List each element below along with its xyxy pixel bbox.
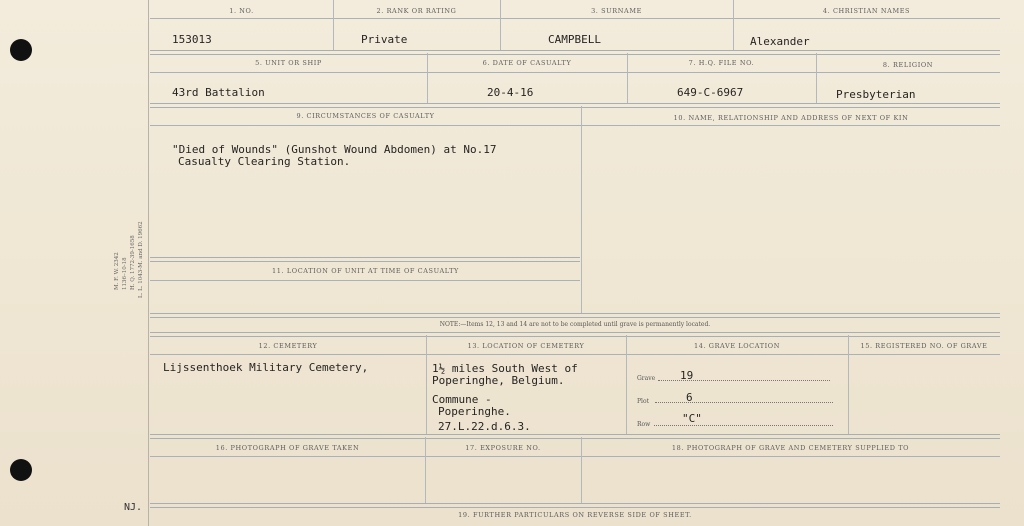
value-circumstances-line1: "Died of Wounds" (Gunshot Wound Abdomen) at No.17 xyxy=(172,143,497,156)
label-grave: Grave xyxy=(637,375,656,382)
header-circumstances: 9. CIRCUMSTANCES OF CASUALTY xyxy=(296,112,435,120)
value-circumstances-line2: Casualty Clearing Station. xyxy=(178,155,351,168)
header-no: 1. NO. xyxy=(229,7,254,15)
punch-hole-top xyxy=(10,39,32,61)
side-text-2: 1136–10-18 xyxy=(122,257,128,290)
value-unit: 43rd Battalion xyxy=(172,86,265,99)
header-exposure: 17. EXPOSURE NO. xyxy=(465,444,541,452)
dotted-line xyxy=(654,425,833,426)
rule xyxy=(150,332,1000,337)
rule xyxy=(150,125,1000,126)
header-registered-no: 15. REGISTERED NO. OF GRAVE xyxy=(860,342,988,350)
value-location-line1: 1½ miles South West of xyxy=(432,362,578,375)
value-date: 20-4-16 xyxy=(487,86,534,99)
rule xyxy=(150,72,1000,73)
label-plot: Plot xyxy=(637,398,649,405)
header-christian-names: 4. CHRISTIAN NAMES xyxy=(822,7,911,15)
rule xyxy=(150,18,1000,19)
rule-v xyxy=(581,106,582,313)
value-location-line3: Commune - xyxy=(432,393,492,406)
header-religion: 8. RELIGION xyxy=(882,61,934,69)
value-plot: 6 xyxy=(686,391,693,404)
initials: NJ. xyxy=(124,502,143,513)
header-photo-supplied: 18. PHOTOGRAPH OF GRAVE AND CEMETERY SUPPLIED TO xyxy=(671,444,910,452)
value-christian-names: Alexander xyxy=(750,35,810,48)
rule xyxy=(150,257,580,262)
value-religion: Presbyterian xyxy=(836,88,916,101)
value-location-line4: Poperinghe. xyxy=(438,405,511,418)
rule xyxy=(150,280,580,281)
value-row: "C" xyxy=(682,412,702,425)
header-rank: 2. RANK OR RATING xyxy=(376,7,457,15)
value-location-line2: Poperinghe, Belgium. xyxy=(432,374,565,387)
value-hq-file: 649-C-6967 xyxy=(677,86,744,99)
side-text-4: L. L. 1043-M. and D. 19662 xyxy=(138,221,144,298)
dotted-line xyxy=(655,402,833,403)
rule xyxy=(150,313,1000,318)
rule xyxy=(150,50,1000,55)
value-location-line5: 27.L.22.d.6.3. xyxy=(438,420,531,433)
label-row: Row xyxy=(637,421,651,428)
header-next-of-kin: 10. NAME, RELATIONSHIP AND ADDRESS OF NEXT OF KIN xyxy=(673,114,909,122)
header-further-particulars: 19. FURTHER PARTICULARS ON REVERSE SIDE OF SHEET. xyxy=(458,511,692,519)
header-unit: 5. UNIT OR SHIP xyxy=(255,59,322,67)
side-text-3: H. Q. 1772-39-1658 xyxy=(130,235,136,290)
header-photo-taken: 16. PHOTOGRAPH OF GRAVE TAKEN xyxy=(215,444,360,452)
value-rank: Private xyxy=(361,33,408,46)
header-hq-file: 7. H.Q. FILE NO. xyxy=(688,59,755,67)
value-grave: 19 xyxy=(680,369,694,382)
rule xyxy=(150,456,1000,457)
rule xyxy=(150,103,1000,108)
header-location-of-unit: 11. LOCATION OF UNIT AT TIME OF CASUALTY xyxy=(272,267,459,275)
left-margin-line xyxy=(148,0,149,526)
punch-hole-bottom xyxy=(10,459,32,481)
rule xyxy=(150,503,1000,508)
rule xyxy=(150,354,1000,355)
value-surname: CAMPBELL xyxy=(548,33,601,46)
value-no: 153013 xyxy=(172,33,212,46)
rule xyxy=(150,434,1000,439)
header-grave-location: 14. GRAVE LOCATION xyxy=(693,342,781,350)
side-text-1: M. F. W. 2342 xyxy=(114,252,120,290)
header-date: 6. DATE OF CASUALTY xyxy=(482,59,572,67)
note-text: NOTE:—Items 12, 13 and 14 are not to be completed until grave is permanently located. xyxy=(439,321,711,328)
header-surname: 3. SURNAME xyxy=(591,7,642,15)
value-cemetery: Lijssenthoek Military Cemetery, xyxy=(163,361,369,374)
header-location-of-cemetery: 13. LOCATION OF CEMETERY xyxy=(467,342,585,350)
header-cemetery: 12. CEMETERY xyxy=(258,342,318,350)
